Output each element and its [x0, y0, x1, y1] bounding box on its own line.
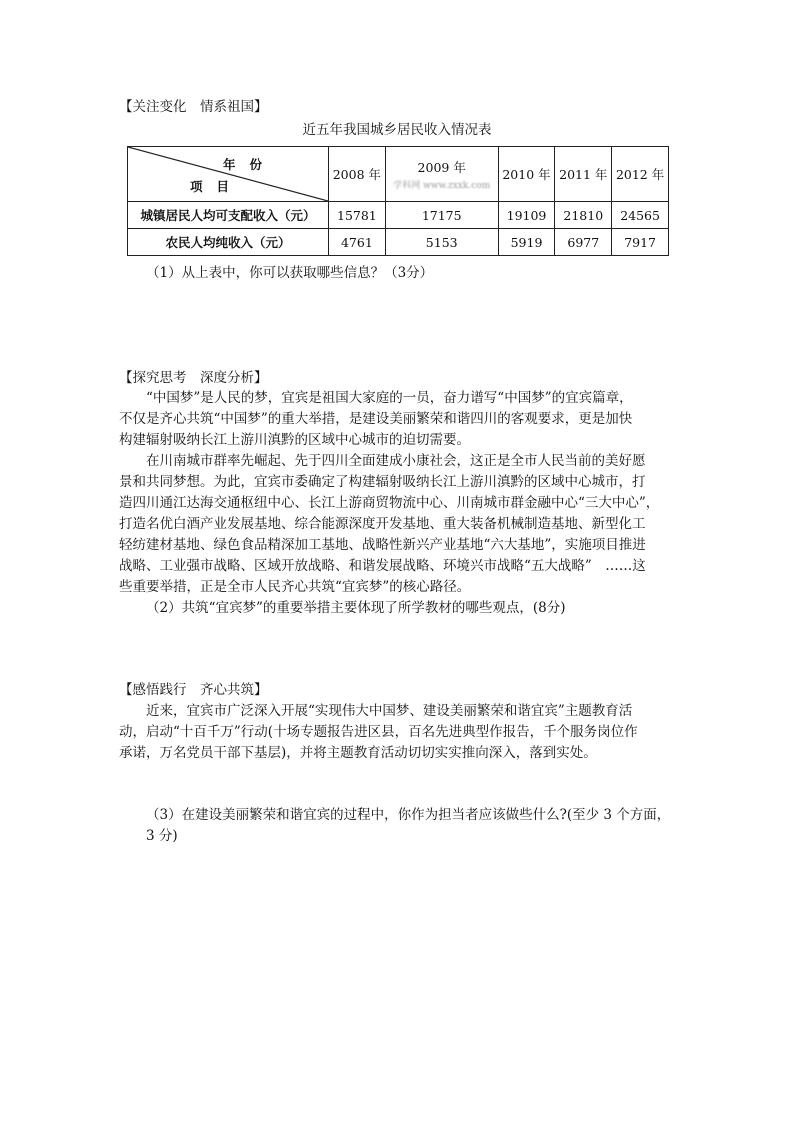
- question-1: （1）从上表中，你可以获取哪些信息？（3分）: [146, 265, 434, 281]
- table-cell: 19109: [498, 202, 555, 229]
- paragraph-line: 些重要举措，正是全市人民齐心共筑“宜宾梦”的核心路径。: [119, 579, 471, 595]
- paragraph-line: 不仅是齐心共筑“中国梦”的重大举措，是建设美丽繁荣和谐四川的客观要求，更是加快: [119, 411, 633, 427]
- table-cell: 7917: [612, 229, 669, 256]
- year-header-cell: 2011 年: [555, 147, 612, 202]
- year-header-cell: 2008 年: [329, 147, 386, 202]
- table-header-row: [128, 147, 669, 202]
- paragraph-line: 轻纺建材基地、绿色食品精深加工基地、战略性新兴产业基地“六大基地”，实施项目推进: [119, 537, 646, 553]
- table-cell: 24565: [612, 202, 669, 229]
- table-cell: 5153: [385, 229, 498, 256]
- table-row: [128, 229, 669, 256]
- section-title: 【感悟践行 齐心共筑】: [119, 682, 268, 698]
- paragraph-line: 承诺，万名党员干部下基层)，并将主题教育活动切切实实推向深入，落到实处。: [119, 745, 597, 761]
- watermark-text: 学科网 www.zxxk.com: [393, 180, 491, 191]
- paragraph-line: 在川南城市群率先崛起、先于四川全面建成小康社会，这正是全市人民当前的美好愿: [146, 453, 646, 469]
- section-title: 【关注变化 情系祖国】: [119, 99, 268, 115]
- year-header-cell: 2010 年: [498, 147, 555, 202]
- table-caption: 近五年我国城乡居民收入情况表: [302, 122, 492, 138]
- header-year-label: 年份: [222, 157, 276, 172]
- year-header-cell: 2009 年 学科网 www.zxxk.com: [385, 147, 498, 202]
- paragraph-line: 造四川通江达海交通枢纽中心、长江上游商贸物流中心、川南城市群金融中心“三大中心”，: [119, 495, 660, 511]
- table-cell: 15781: [329, 202, 386, 229]
- question-3: （3）在建设美丽繁荣和谐宜宾的过程中，你作为担当者应该做些什么?(至少 3 个方面，: [146, 807, 671, 823]
- paragraph-line: 打造名优白酒产业发展基地、综合能源深度开发基地、重大装备机械制造基地、新型化工: [119, 516, 646, 532]
- paragraph-line: 构建辐射吸纳长江上游川滇黔的区域中心城市的迫切需要。: [119, 432, 470, 448]
- question-2: （2）共筑“宜宾梦”的重要举措主要体现了所学教材的哪些观点，(8分): [146, 600, 566, 616]
- year-header-cell: 2012 年: [612, 147, 669, 202]
- section-title: 【探究思考 深度分析】: [119, 370, 268, 386]
- table-cell: 21810: [555, 202, 612, 229]
- income-table: [127, 146, 669, 256]
- paragraph-line: 景和共同梦想。为此，宜宾市委确定了构建辐射吸纳长江上游川滇黔的区域中心城市，打: [119, 474, 646, 490]
- diagonal-header-cell: [128, 147, 329, 202]
- table-cell: 6977: [555, 229, 612, 256]
- table-cell: 4761: [329, 229, 386, 256]
- row-label: 城镇居民人均可支配收入（元）: [128, 202, 329, 229]
- question-3-continued: 3 分): [146, 828, 178, 844]
- header-item-label: 项目: [190, 179, 244, 194]
- paragraph-line: 战略、工业强市战略、区域开放战略、和谐发展战略、环境兴市战略“五大战略” ……这: [119, 558, 646, 574]
- table-cell: 17175: [385, 202, 498, 229]
- paragraph-line: “中国梦”是人民的梦，宜宾是祖国大家庭的一员，奋力谱写“中国梦”的宜宾篇章，: [146, 390, 633, 406]
- table-row: [128, 202, 669, 229]
- paragraph-line: 近来，宜宾市广泛深入开展“实现伟大中国梦、建设美丽繁荣和谐宜宾”主题教育活: [146, 703, 633, 719]
- paragraph-line: 动，启动“十百千万”行动(十场专题报告进区县，百名先进典型作报告，千个服务岗位作: [119, 724, 638, 740]
- row-label: 农民人均纯收入（元）: [128, 229, 329, 256]
- table-cell: 5919: [498, 229, 555, 256]
